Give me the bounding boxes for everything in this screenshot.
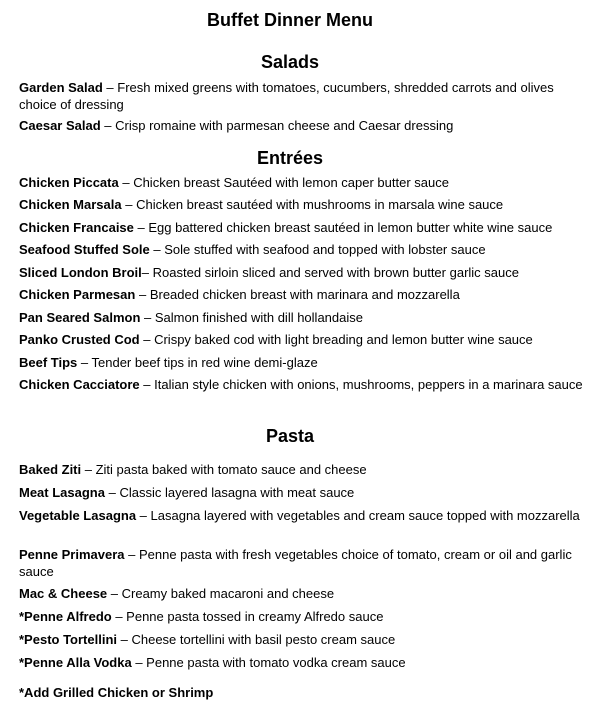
menu-title: Buffet Dinner Menu <box>207 10 373 30</box>
item-name: Sliced London Broil <box>19 265 142 280</box>
item-name: *Penne Alla Vodka <box>19 655 132 670</box>
item-name: Beef Tips <box>19 355 78 370</box>
item-description: Fresh mixed greens with tomatoes, cucumbers, shredded carrots and olives choice of dressing <box>19 80 554 112</box>
item-description: Egg battered chicken breast sautéed in lemon butter white wine sauce <box>148 220 553 235</box>
item-description: Classic layered lasagna with meat sauce <box>119 485 355 500</box>
menu-item-caesar-salad <box>19 117 584 134</box>
menu-item-chicken-piccata <box>19 174 584 191</box>
item-description: Italian style chicken with onions, mushrooms, peppers in a marinara sauce <box>154 377 583 392</box>
item-description: Penne pasta tossed in creamy Alfredo sauce <box>126 609 384 624</box>
item-description: Chicken breast sautéed with mushrooms in marsala wine sauce <box>136 197 504 212</box>
item-separator: – <box>104 485 120 500</box>
menu-item-garden-salad <box>19 79 584 113</box>
menu-item-baked-ziti <box>19 461 584 478</box>
add-protein-footnote: *Add Grilled Chicken or Shrimp <box>19 685 214 700</box>
item-description: Breaded chicken breast with marinara and mozzarella <box>149 287 460 302</box>
menu-item-penne-primavera <box>19 546 584 580</box>
item-name: Chicken Parmesan <box>19 287 136 302</box>
item-name: Panko Crusted Cod <box>19 332 140 347</box>
menu-item-penne-alla-vodka <box>19 654 584 671</box>
item-name: Chicken Piccata <box>19 175 119 190</box>
menu-item-pan-seared-salmon <box>19 309 584 326</box>
menu-item-chicken-francaise <box>19 219 584 236</box>
item-description: Tender beef tips in red wine demi-glaze <box>91 355 318 370</box>
item-name: Pan Seared Salmon <box>19 310 141 325</box>
menu-item-sliced-london-broil <box>19 264 584 281</box>
item-name: Vegetable Lasagna <box>19 508 137 523</box>
menu-item-penne-alfredo <box>19 608 584 625</box>
item-separator: – <box>139 332 155 347</box>
item-name: Garden Salad <box>19 80 103 95</box>
item-name: *Penne Alfredo <box>19 609 112 624</box>
item-separator: – <box>107 586 122 601</box>
item-name: Meat Lasagna <box>19 485 105 500</box>
item-description: Penne pasta with fresh vegetables choice of tomato, cream or oil and garlic sauce <box>19 547 572 579</box>
item-separator: – <box>118 175 134 190</box>
item-description: Penne pasta with tomato vodka cream sauce <box>146 655 406 670</box>
item-description: Lasagna layered with vegetables and cream sauce topped with mozzarella <box>150 508 580 523</box>
item-separator: – <box>102 80 118 95</box>
menu-item-mac-and-cheese <box>19 585 584 602</box>
item-name: Seafood Stuffed Sole <box>19 242 150 257</box>
item-description: Creamy baked macaroni and cheese <box>121 586 335 601</box>
item-description: Crispy baked cod with light breading and lemon butter wine sauce <box>154 332 533 347</box>
item-separator: – <box>140 310 155 325</box>
section-heading-salads: Salads <box>260 52 320 72</box>
menu-item-seafood-stuffed-sole <box>19 241 584 258</box>
item-name: Chicken Francaise <box>19 220 134 235</box>
item-separator: – <box>117 632 132 647</box>
item-description: Roasted sirloin sliced and served with brown butter garlic sauce <box>152 265 519 280</box>
item-separator: – <box>136 508 151 523</box>
item-name: Baked Ziti <box>19 462 82 477</box>
item-name: Mac & Cheese <box>19 586 108 601</box>
section-heading-pasta: Pasta <box>265 426 315 446</box>
item-name: *Pesto Tortellini <box>19 632 117 647</box>
item-description: Crisp romaine with parmesan cheese and Caesar dressing <box>115 118 454 133</box>
item-separator: – <box>124 547 139 562</box>
item-separator: – <box>135 287 150 302</box>
item-description: Salmon finished with dill hollandaise <box>154 310 363 325</box>
item-description: Chicken breast Sautéed with lemon caper butter sauce <box>133 175 449 190</box>
section-heading-entrees: Entrées <box>256 148 324 168</box>
item-description: Ziti pasta baked with tomato sauce and cheese <box>95 462 367 477</box>
item-separator: – <box>131 655 147 670</box>
item-description: Sole stuffed with seafood and topped with lobster sauce <box>164 242 486 257</box>
item-separator: – <box>111 609 127 624</box>
item-separator: – <box>149 242 165 257</box>
item-name: Penne Primavera <box>19 547 125 562</box>
item-separator: – <box>81 462 96 477</box>
item-separator: – <box>133 220 149 235</box>
item-separator: – <box>77 355 92 370</box>
menu-item-chicken-cacciatore <box>19 376 584 393</box>
menu-item-chicken-parmesan <box>19 286 584 303</box>
item-name: Chicken Marsala <box>19 197 122 212</box>
item-name: Chicken Cacciatore <box>19 377 140 392</box>
item-separator: – <box>141 265 153 280</box>
menu-item-vegetable-lasagna <box>19 507 584 524</box>
item-name: Caesar Salad <box>19 118 101 133</box>
item-separator: – <box>121 197 137 212</box>
menu-item-beef-tips <box>19 354 584 371</box>
menu-item-panko-crusted-cod <box>19 331 584 348</box>
menu-item-chicken-marsala <box>19 196 584 213</box>
menu-item-pesto-tortellini <box>19 631 584 648</box>
item-separator: – <box>139 377 155 392</box>
menu-item-meat-lasagna <box>19 484 584 501</box>
item-description: Cheese tortellini with basil pesto cream sauce <box>131 632 396 647</box>
item-separator: – <box>100 118 116 133</box>
